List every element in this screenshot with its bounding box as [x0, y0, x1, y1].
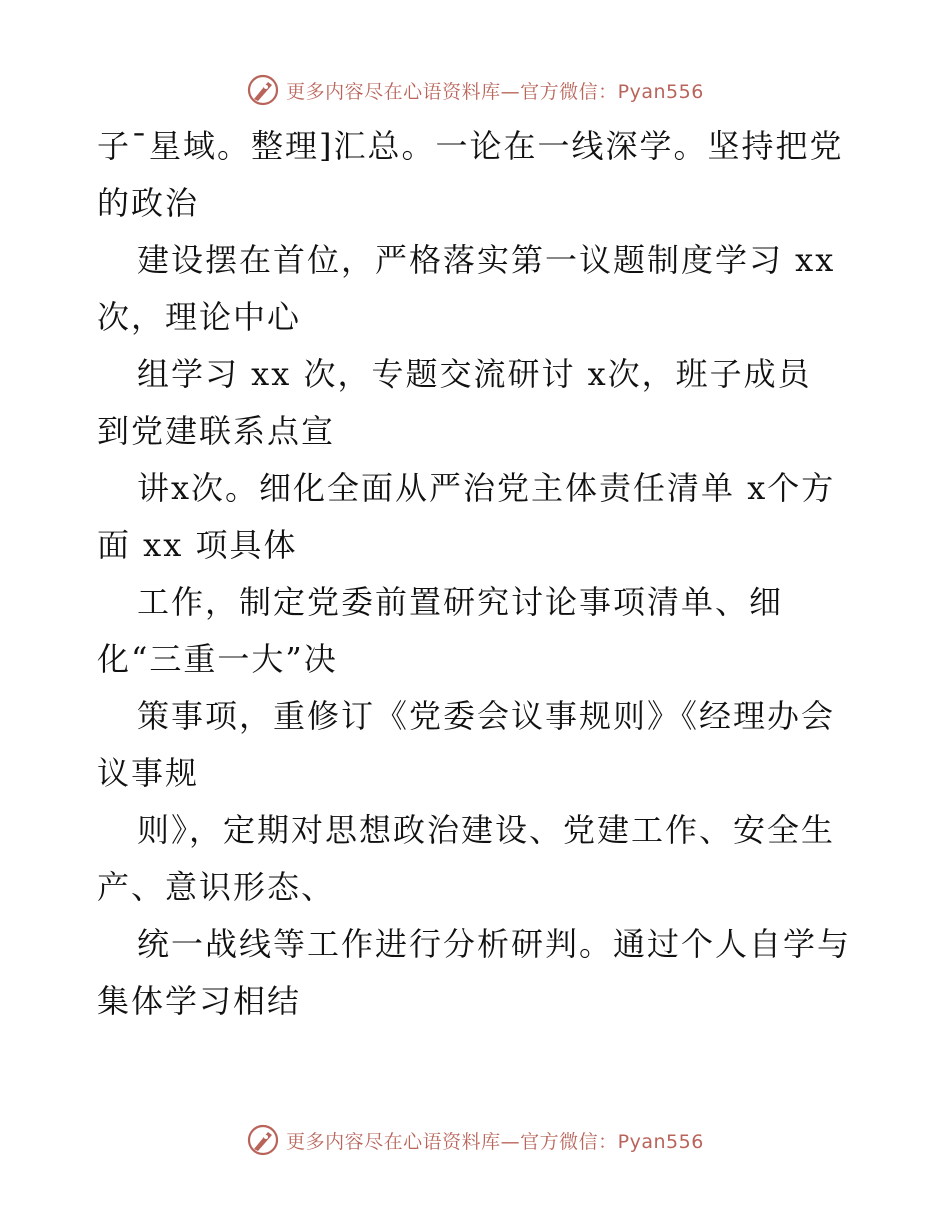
body-line: 议事规 [97, 754, 200, 792]
body-line: 子¯星域。整理]汇总。一论在一线深学。坚持把党 [97, 127, 844, 165]
pen-nib-circle-logo-icon [246, 1123, 280, 1157]
body-line: 统一战线等工作进行分析研判。通过个人自学与 [137, 925, 852, 963]
watermark-text: 更多内容尽在心语资料库—官方微信：Pyan556 [286, 1130, 704, 1153]
body-line: 组学习 xx 次，专题交流研讨 x次，班子成员 [137, 355, 812, 393]
body-line: 集体学习相结 [97, 982, 302, 1020]
body-line: 化“三重一大”决 [97, 640, 338, 678]
watermark-header [0, 70, 950, 110]
body-line: 的政治 [97, 184, 200, 222]
body-line: 产、意识形态、 [97, 868, 336, 906]
pen-nib-circle-logo-icon [246, 73, 280, 107]
document-body [97, 118, 857, 1030]
body-line: 建设摆在首位，严格落实第一议题制度学习 xx [137, 241, 836, 279]
body-line: 工作，制定党委前置研究讨论事项清单、细 [137, 583, 784, 621]
watermark-footer [0, 1120, 950, 1160]
body-line: 到党建联系点宣 [97, 412, 336, 450]
body-line: 面 xx 项具体 [97, 526, 298, 564]
body-line: 次，理论中心 [97, 298, 302, 336]
body-line: 讲x次。细化全面从严治党主体责任清单 x个方 [137, 469, 836, 507]
body-line: 策事项，重修订《党委会议事规则》《经理办会 [137, 697, 836, 735]
watermark-text: 更多内容尽在心语资料库—官方微信：Pyan556 [286, 80, 704, 103]
body-line: 则》，定期对思想政治建设、党建工作、安全生 [137, 811, 836, 849]
